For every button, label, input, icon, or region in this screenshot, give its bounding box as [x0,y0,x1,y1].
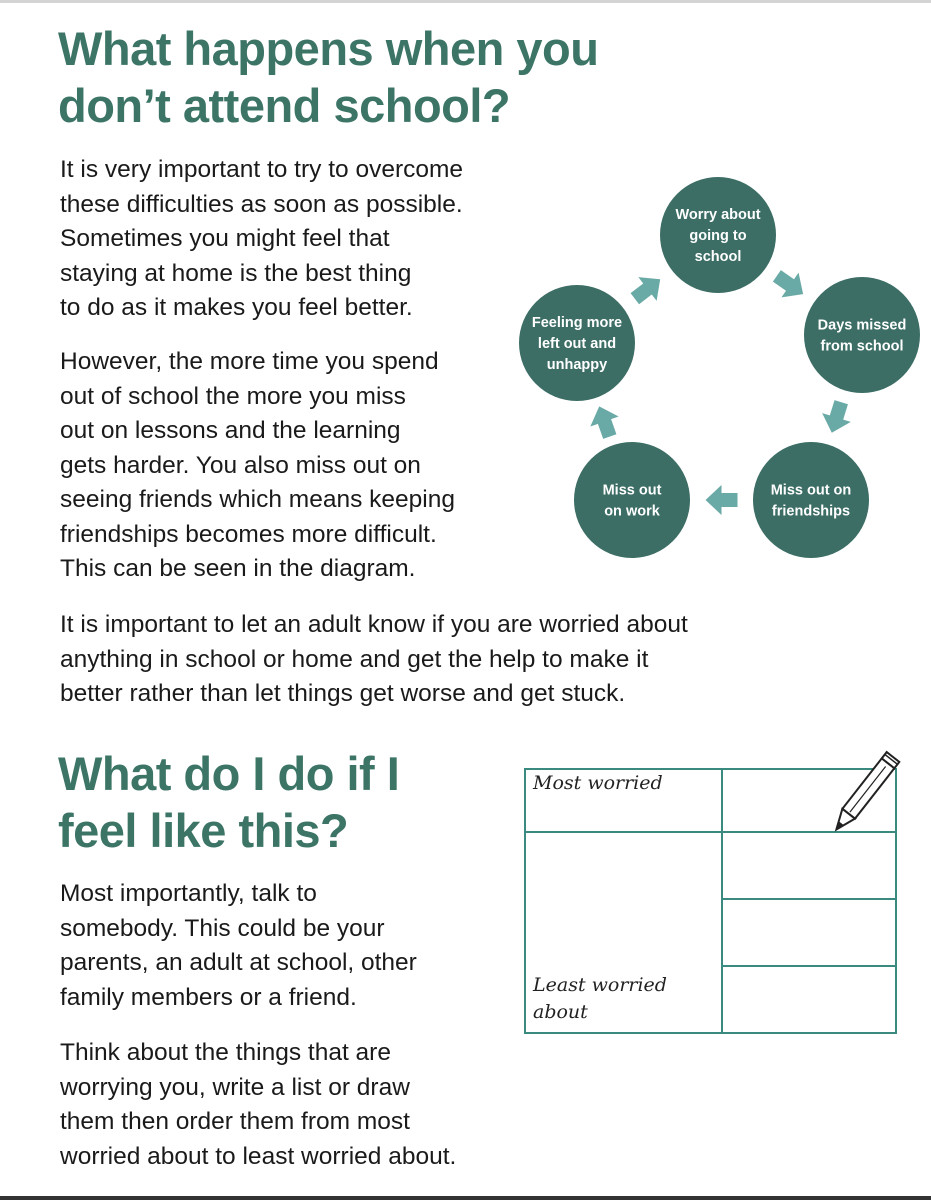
pencil-icon [830,752,899,834]
cycle-node [519,285,635,401]
paragraph-tell-an-adult: It is important to let an adult know if you are worried about anything in school or home and get the help to make it better rather than let things get worse and get stuck. [60,611,688,707]
cycle-node-label: from school [820,338,904,355]
heading-line: What happens when you [58,22,599,75]
cycle-arrow-icon [626,267,670,310]
cycle-node [753,442,869,558]
paragraph-missing-school: However, the more time you spend out of school the more you miss out on lessons and the learning gets harder. You also miss out on seeing friends which means keeping friendships becomes more difficult. This can be seen in the diagram. [60,348,455,582]
cycle-node [660,177,776,293]
heading-line: don’t attend school? [58,79,511,132]
cycle-node-label: Worry about [675,207,761,223]
cycle-arrow-icon [585,401,624,441]
cycle-node-circle [804,277,920,393]
bottom-rule [0,1196,931,1200]
cycle-node-label: on work [604,503,660,520]
cycle-arrow-icon [768,264,811,307]
most-worried-label: Most worried [533,772,663,794]
cycle-node [574,442,690,558]
paragraph-overcome-difficulties: It is very important to try to overcome these difficulties as soon as possible. Sometimes you might feel that staying at home is the best thing to do as it makes you feel better. [60,156,464,321]
cycle-node-label: going to [689,228,747,244]
absence-cycle-diagram [500,165,931,575]
cycle-arrow-icon [706,485,738,515]
cycle-node-label: Miss out [602,482,662,499]
cycle-node-label: friendships [771,503,851,520]
cycle-arrow-icon [817,398,855,437]
cycle-node-label: left out and [537,336,617,352]
least-worried-label: Least worried [533,974,667,996]
least-worried-label-continued: about [533,1001,588,1023]
top-rule [0,0,931,3]
worry-ranking-table [500,740,931,1040]
heading-line: feel like this? [58,804,349,857]
paragraph-make-a-list: Think about the things that are worrying you, write a list or draw them then order them from most worried about to least worried about. [60,1039,457,1170]
cycle-node-circle [574,442,690,558]
cycle-node-label: Miss out on [770,482,852,499]
cycle-node-label: unhappy [546,357,608,373]
section-heading-attendance [58,20,678,134]
cycle-node-label: Feeling more [531,315,623,331]
cycle-node-label: school [694,249,742,265]
cycle-node [804,277,920,393]
section-heading-what-to-do [58,745,478,859]
heading-line: What do I do if I [58,747,400,800]
paragraph-talk-to-somebody: Most importantly, talk to somebody. This could be your parents, an adult at school, other family members or a friend. [60,880,417,1011]
cycle-node-label: Days missed [817,317,907,334]
cycle-node-circle [753,442,869,558]
